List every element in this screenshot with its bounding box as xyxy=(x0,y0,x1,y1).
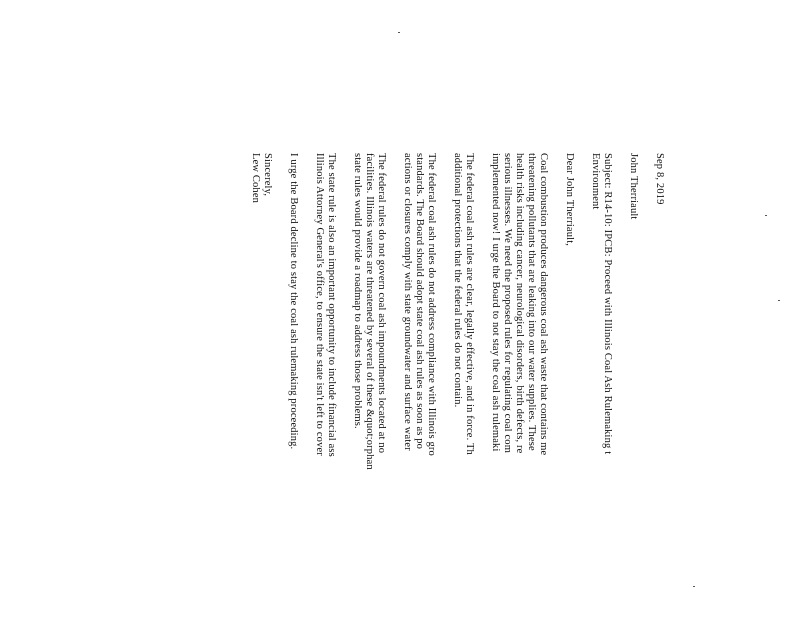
paragraph-line: actions or closures comply with state groundwater and surface water xyxy=(402,153,413,451)
letter-subject-line: Environment xyxy=(590,153,601,210)
paragraph-line: The federal coal ash rules are clear, legally effective, and in force. Th xyxy=(464,153,475,455)
letter-recipient: John Therriault xyxy=(628,153,639,220)
scan-speck xyxy=(398,32,400,33)
scan-speck xyxy=(693,586,695,587)
paragraph-line: serious illnesses. We need the proposed rules for regulating coal com xyxy=(502,153,513,454)
paragraph-line: The federal coal ash rules do not address compliance with Illinois gro xyxy=(426,153,437,456)
letter-body xyxy=(249,153,665,618)
scan-speck xyxy=(778,300,780,301)
paragraph-line: implemented now! I urge the Board to not stay the coal ash rulemaki xyxy=(490,153,501,452)
paragraph-line: health risks including cancer, neurological disorders, birth defects, re xyxy=(514,153,525,454)
paragraph-line: state rules would provide a roadmap to address those problems. xyxy=(352,153,363,429)
paragraph-line: facilities. Illinois waters are threatened by several of these &quot;orphan xyxy=(364,153,375,470)
paragraph-line: The state rule is also an important opportunity to include financial ass xyxy=(326,153,337,457)
paragraph-line: Illinois Attorney General's office, to ensure the state isn't left to cover xyxy=(314,153,325,456)
paragraph-line: Coal combustion produces dangerous coal ash waste that contains me xyxy=(538,153,549,456)
paragraph-line: threatening pollutants that are leaking into our water supplies. These xyxy=(526,153,537,451)
scan-speck xyxy=(765,215,767,216)
paragraph-line: additional protections that the federal rules do not contain. xyxy=(452,153,463,408)
paragraph-line: The federal rules do not govern coal ash impoundments located at no xyxy=(376,153,387,454)
paragraph-line: I urge the Board decline to stay the coal ash rulemaking proceeding. xyxy=(288,153,299,450)
paragraph-line: standards. The Board should adopt state coal ash rules as soon as po xyxy=(414,153,425,450)
letter-signer: Lew Cohen xyxy=(250,153,261,204)
letter-subject-line: Subject: R14-10: IPCB: Proceed with Illinois Coal Ash Rulemaking t xyxy=(602,153,613,455)
letter-closing: Sincerely, xyxy=(262,153,273,197)
letter-date: Sep 8, 2019 xyxy=(654,153,665,205)
letter-salutation: Dear John Therriault, xyxy=(564,153,575,247)
